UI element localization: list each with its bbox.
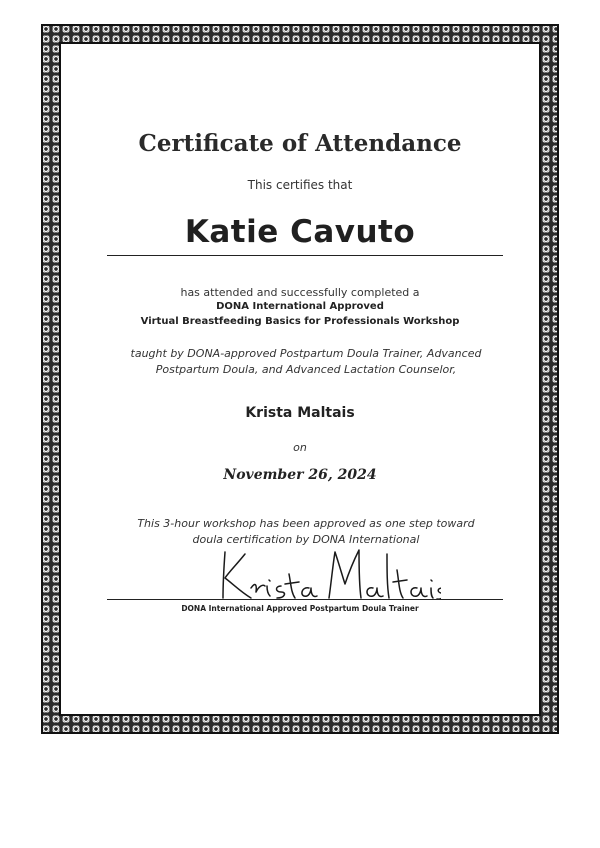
- org-approved-text: DONA International Approved: [216, 301, 384, 312]
- recipient-name: Katie Cavuto: [184, 214, 416, 250]
- recipient-underline: [107, 255, 503, 256]
- handwritten-signature: [211, 544, 441, 604]
- on-text: on: [293, 441, 307, 454]
- signature-caption: DONA International Approved Postpartum Doula Trainer: [181, 604, 419, 613]
- trainer-name: Krista Maltais: [245, 405, 355, 421]
- workshop-name: Virtual Breastfeeding Basics for Professionals Workshop: [140, 316, 460, 327]
- approval-note-line-2: doula certification by DONA International: [192, 533, 420, 546]
- approval-note-line-1: This 3-hour workshop has been approved as one step toward: [137, 517, 475, 530]
- certifies-text: This certifies that: [247, 178, 353, 192]
- taught-by-line-1: taught by DONA-approved Postpartum Doula Trainer, Advanced: [130, 347, 482, 360]
- completion-date: November 26, 2024: [223, 467, 377, 483]
- certificate-body: [61, 44, 539, 714]
- taught-by-line-2: Postpartum Doula, and Advanced Lactation Counselor,: [155, 363, 457, 376]
- signature-line: [107, 599, 503, 600]
- certificate-title: Certificate of Attendance: [138, 130, 462, 157]
- completed-text: has attended and successfully completed a: [180, 286, 420, 299]
- taught-by-text: [121, 346, 491, 378]
